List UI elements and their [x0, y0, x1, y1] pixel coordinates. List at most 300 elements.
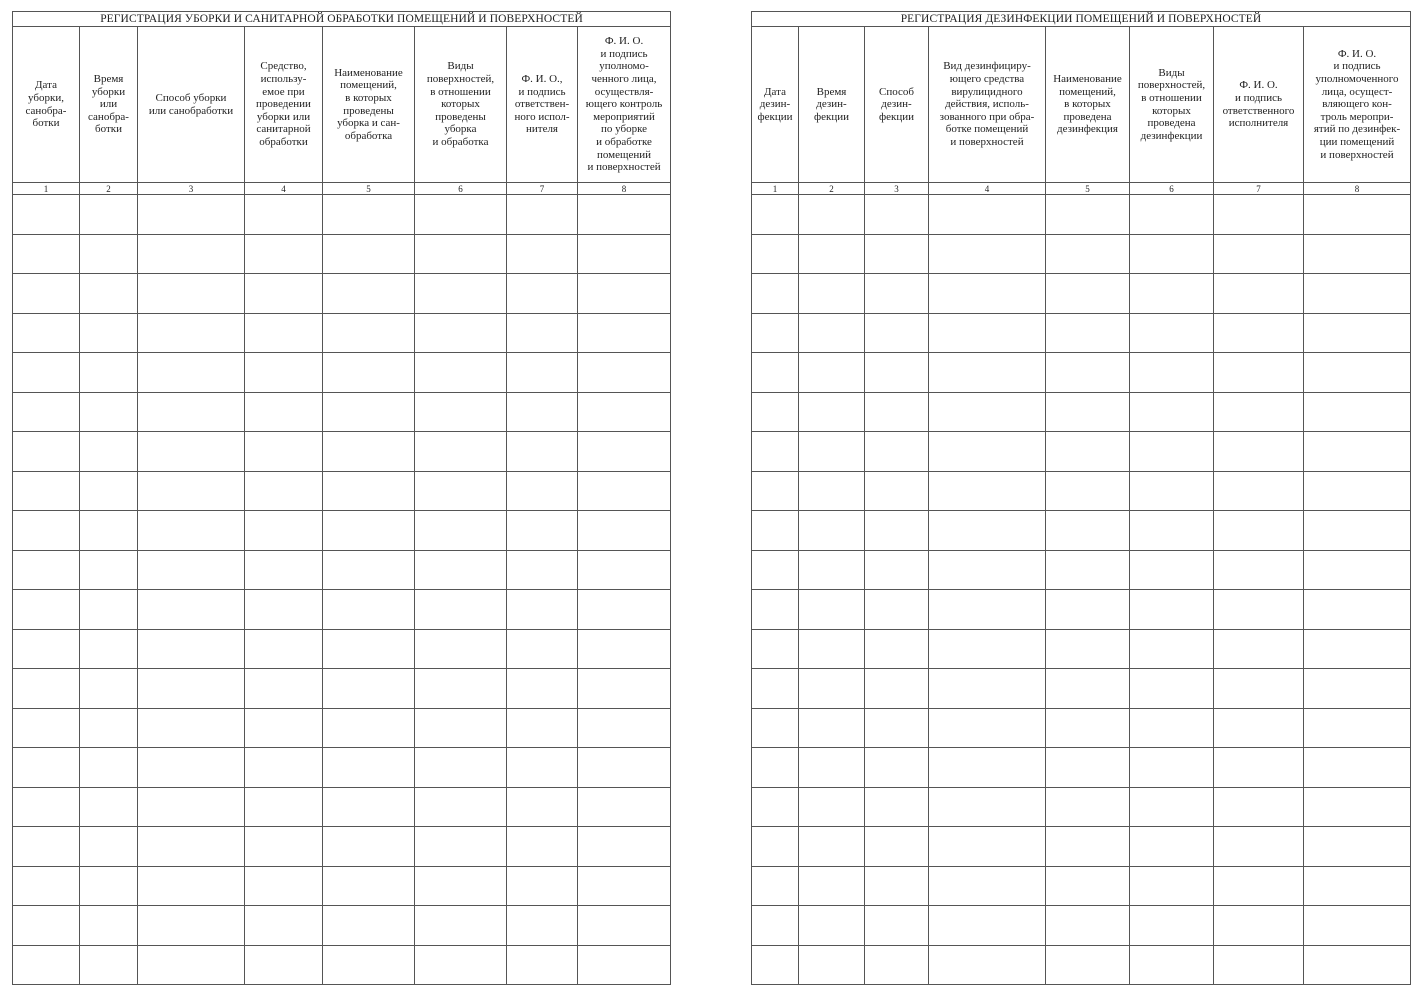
entry-cell[interactable] [1130, 274, 1214, 314]
entry-cell[interactable] [80, 195, 138, 235]
entry-cell[interactable] [323, 274, 415, 314]
entry-cell[interactable] [415, 353, 507, 393]
entry-cell[interactable] [1214, 748, 1304, 788]
entry-cell[interactable] [415, 550, 507, 590]
entry-cell[interactable] [245, 866, 323, 906]
entry-cell[interactable] [865, 590, 929, 630]
entry-cell[interactable] [578, 511, 671, 551]
entry-cell[interactable] [1214, 392, 1304, 432]
entry-cell[interactable] [1130, 629, 1214, 669]
entry-cell[interactable] [1214, 550, 1304, 590]
entry-cell[interactable] [1130, 748, 1214, 788]
entry-cell[interactable] [1046, 945, 1130, 985]
entry-cell[interactable] [752, 827, 799, 867]
entry-cell[interactable] [13, 392, 80, 432]
entry-cell[interactable] [80, 748, 138, 788]
entry-cell[interactable] [507, 906, 578, 946]
entry-cell[interactable] [1046, 471, 1130, 511]
entry-cell[interactable] [578, 827, 671, 867]
entry-cell[interactable] [245, 511, 323, 551]
entry-cell[interactable] [1130, 708, 1214, 748]
entry-cell[interactable] [80, 629, 138, 669]
entry-cell[interactable] [138, 511, 245, 551]
entry-cell[interactable] [245, 748, 323, 788]
entry-cell[interactable] [507, 827, 578, 867]
entry-cell[interactable] [1214, 313, 1304, 353]
entry-cell[interactable] [799, 866, 865, 906]
entry-cell[interactable] [507, 787, 578, 827]
entry-cell[interactable] [138, 471, 245, 511]
entry-cell[interactable] [415, 590, 507, 630]
entry-cell[interactable] [1046, 708, 1130, 748]
entry-cell[interactable] [1130, 471, 1214, 511]
entry-cell[interactable] [507, 432, 578, 472]
entry-cell[interactable] [245, 353, 323, 393]
entry-cell[interactable] [799, 827, 865, 867]
entry-cell[interactable] [415, 274, 507, 314]
entry-cell[interactable] [138, 748, 245, 788]
entry-cell[interactable] [1130, 511, 1214, 551]
entry-cell[interactable] [138, 195, 245, 235]
entry-cell[interactable] [245, 945, 323, 985]
entry-cell[interactable] [929, 432, 1046, 472]
entry-cell[interactable] [13, 550, 80, 590]
entry-cell[interactable] [13, 511, 80, 551]
entry-cell[interactable] [1046, 629, 1130, 669]
entry-cell[interactable] [1046, 392, 1130, 432]
entry-cell[interactable] [507, 590, 578, 630]
entry-cell[interactable] [1130, 313, 1214, 353]
entry-cell[interactable] [507, 629, 578, 669]
entry-cell[interactable] [80, 590, 138, 630]
entry-cell[interactable] [1304, 629, 1411, 669]
entry-cell[interactable] [1046, 353, 1130, 393]
entry-cell[interactable] [578, 313, 671, 353]
entry-cell[interactable] [865, 629, 929, 669]
entry-cell[interactable] [752, 748, 799, 788]
entry-cell[interactable] [578, 669, 671, 709]
entry-cell[interactable] [578, 748, 671, 788]
entry-cell[interactable] [929, 392, 1046, 432]
entry-cell[interactable] [1046, 313, 1130, 353]
entry-cell[interactable] [1214, 471, 1304, 511]
entry-cell[interactable] [507, 669, 578, 709]
entry-cell[interactable] [80, 906, 138, 946]
entry-cell[interactable] [13, 629, 80, 669]
entry-cell[interactable] [138, 866, 245, 906]
entry-cell[interactable] [799, 550, 865, 590]
entry-cell[interactable] [415, 866, 507, 906]
entry-cell[interactable] [1214, 866, 1304, 906]
entry-cell[interactable] [138, 827, 245, 867]
entry-cell[interactable] [415, 945, 507, 985]
entry-cell[interactable] [245, 313, 323, 353]
entry-cell[interactable] [415, 511, 507, 551]
entry-cell[interactable] [80, 392, 138, 432]
entry-cell[interactable] [138, 787, 245, 827]
entry-cell[interactable] [752, 550, 799, 590]
entry-cell[interactable] [1130, 432, 1214, 472]
entry-cell[interactable] [507, 748, 578, 788]
entry-cell[interactable] [929, 234, 1046, 274]
entry-cell[interactable] [799, 906, 865, 946]
entry-cell[interactable] [80, 432, 138, 472]
entry-cell[interactable] [415, 234, 507, 274]
entry-cell[interactable] [323, 827, 415, 867]
entry-cell[interactable] [507, 392, 578, 432]
entry-cell[interactable] [578, 353, 671, 393]
entry-cell[interactable] [578, 274, 671, 314]
entry-cell[interactable] [80, 471, 138, 511]
entry-cell[interactable] [929, 748, 1046, 788]
entry-cell[interactable] [799, 471, 865, 511]
entry-cell[interactable] [929, 313, 1046, 353]
entry-cell[interactable] [80, 234, 138, 274]
entry-cell[interactable] [865, 353, 929, 393]
entry-cell[interactable] [1214, 195, 1304, 235]
entry-cell[interactable] [138, 629, 245, 669]
entry-cell[interactable] [865, 827, 929, 867]
entry-cell[interactable] [578, 945, 671, 985]
entry-cell[interactable] [799, 511, 865, 551]
entry-cell[interactable] [1130, 392, 1214, 432]
entry-cell[interactable] [323, 353, 415, 393]
entry-cell[interactable] [1304, 748, 1411, 788]
entry-cell[interactable] [799, 392, 865, 432]
entry-cell[interactable] [13, 313, 80, 353]
entry-cell[interactable] [929, 906, 1046, 946]
entry-cell[interactable] [13, 906, 80, 946]
entry-cell[interactable] [799, 708, 865, 748]
entry-cell[interactable] [1214, 906, 1304, 946]
entry-cell[interactable] [929, 787, 1046, 827]
entry-cell[interactable] [1304, 669, 1411, 709]
entry-cell[interactable] [929, 195, 1046, 235]
entry-cell[interactable] [1304, 550, 1411, 590]
entry-cell[interactable] [929, 629, 1046, 669]
entry-cell[interactable] [245, 550, 323, 590]
entry-cell[interactable] [752, 353, 799, 393]
entry-cell[interactable] [323, 748, 415, 788]
entry-cell[interactable] [138, 392, 245, 432]
entry-cell[interactable] [1214, 708, 1304, 748]
entry-cell[interactable] [80, 866, 138, 906]
entry-cell[interactable] [865, 787, 929, 827]
entry-cell[interactable] [245, 432, 323, 472]
entry-cell[interactable] [1130, 906, 1214, 946]
entry-cell[interactable] [415, 669, 507, 709]
entry-cell[interactable] [865, 195, 929, 235]
entry-cell[interactable] [865, 392, 929, 432]
entry-cell[interactable] [13, 787, 80, 827]
entry-cell[interactable] [929, 590, 1046, 630]
entry-cell[interactable] [1130, 550, 1214, 590]
entry-cell[interactable] [13, 195, 80, 235]
entry-cell[interactable] [865, 313, 929, 353]
entry-cell[interactable] [799, 353, 865, 393]
entry-cell[interactable] [13, 234, 80, 274]
entry-cell[interactable] [865, 906, 929, 946]
entry-cell[interactable] [799, 669, 865, 709]
entry-cell[interactable] [323, 866, 415, 906]
entry-cell[interactable] [865, 945, 929, 985]
entry-cell[interactable] [80, 313, 138, 353]
entry-cell[interactable] [323, 471, 415, 511]
entry-cell[interactable] [1304, 945, 1411, 985]
entry-cell[interactable] [323, 195, 415, 235]
entry-cell[interactable] [929, 708, 1046, 748]
entry-cell[interactable] [415, 432, 507, 472]
entry-cell[interactable] [1214, 787, 1304, 827]
entry-cell[interactable] [1214, 827, 1304, 867]
entry-cell[interactable] [323, 669, 415, 709]
entry-cell[interactable] [1130, 669, 1214, 709]
entry-cell[interactable] [245, 195, 323, 235]
entry-cell[interactable] [929, 827, 1046, 867]
entry-cell[interactable] [752, 432, 799, 472]
entry-cell[interactable] [507, 866, 578, 906]
entry-cell[interactable] [138, 708, 245, 748]
entry-cell[interactable] [245, 392, 323, 432]
entry-cell[interactable] [415, 827, 507, 867]
entry-cell[interactable] [245, 629, 323, 669]
entry-cell[interactable] [799, 234, 865, 274]
entry-cell[interactable] [13, 945, 80, 985]
entry-cell[interactable] [415, 195, 507, 235]
entry-cell[interactable] [245, 906, 323, 946]
entry-cell[interactable] [415, 471, 507, 511]
entry-cell[interactable] [929, 353, 1046, 393]
entry-cell[interactable] [1214, 234, 1304, 274]
entry-cell[interactable] [1130, 787, 1214, 827]
entry-cell[interactable] [578, 906, 671, 946]
entry-cell[interactable] [1214, 353, 1304, 393]
entry-cell[interactable] [1214, 432, 1304, 472]
entry-cell[interactable] [1130, 353, 1214, 393]
entry-cell[interactable] [1214, 590, 1304, 630]
entry-cell[interactable] [799, 787, 865, 827]
entry-cell[interactable] [1304, 432, 1411, 472]
entry-cell[interactable] [138, 550, 245, 590]
entry-cell[interactable] [1214, 511, 1304, 551]
entry-cell[interactable] [1304, 708, 1411, 748]
entry-cell[interactable] [80, 669, 138, 709]
entry-cell[interactable] [1304, 590, 1411, 630]
entry-cell[interactable] [578, 550, 671, 590]
entry-cell[interactable] [929, 274, 1046, 314]
entry-cell[interactable] [323, 432, 415, 472]
entry-cell[interactable] [415, 708, 507, 748]
entry-cell[interactable] [245, 590, 323, 630]
entry-cell[interactable] [138, 945, 245, 985]
entry-cell[interactable] [13, 669, 80, 709]
entry-cell[interactable] [138, 274, 245, 314]
entry-cell[interactable] [80, 274, 138, 314]
entry-cell[interactable] [1304, 787, 1411, 827]
entry-cell[interactable] [1046, 234, 1130, 274]
entry-cell[interactable] [578, 787, 671, 827]
entry-cell[interactable] [1046, 748, 1130, 788]
entry-cell[interactable] [323, 234, 415, 274]
entry-cell[interactable] [1304, 353, 1411, 393]
entry-cell[interactable] [578, 471, 671, 511]
entry-cell[interactable] [752, 787, 799, 827]
entry-cell[interactable] [865, 550, 929, 590]
entry-cell[interactable] [578, 195, 671, 235]
entry-cell[interactable] [1304, 195, 1411, 235]
entry-cell[interactable] [80, 511, 138, 551]
entry-cell[interactable] [752, 669, 799, 709]
entry-cell[interactable] [799, 945, 865, 985]
entry-cell[interactable] [1130, 195, 1214, 235]
entry-cell[interactable] [1046, 787, 1130, 827]
entry-cell[interactable] [1214, 274, 1304, 314]
entry-cell[interactable] [13, 827, 80, 867]
entry-cell[interactable] [507, 313, 578, 353]
entry-cell[interactable] [323, 590, 415, 630]
entry-cell[interactable] [865, 708, 929, 748]
entry-cell[interactable] [1130, 866, 1214, 906]
entry-cell[interactable] [323, 708, 415, 748]
entry-cell[interactable] [752, 313, 799, 353]
entry-cell[interactable] [323, 787, 415, 827]
entry-cell[interactable] [13, 432, 80, 472]
entry-cell[interactable] [415, 392, 507, 432]
entry-cell[interactable] [415, 787, 507, 827]
entry-cell[interactable] [1046, 274, 1130, 314]
entry-cell[interactable] [415, 906, 507, 946]
entry-cell[interactable] [799, 432, 865, 472]
entry-cell[interactable] [80, 945, 138, 985]
entry-cell[interactable] [752, 392, 799, 432]
entry-cell[interactable] [80, 353, 138, 393]
entry-cell[interactable] [13, 748, 80, 788]
entry-cell[interactable] [1214, 669, 1304, 709]
entry-cell[interactable] [323, 945, 415, 985]
entry-cell[interactable] [752, 906, 799, 946]
entry-cell[interactable] [507, 945, 578, 985]
entry-cell[interactable] [865, 748, 929, 788]
entry-cell[interactable] [752, 945, 799, 985]
entry-cell[interactable] [1214, 629, 1304, 669]
entry-cell[interactable] [865, 471, 929, 511]
entry-cell[interactable] [1046, 550, 1130, 590]
entry-cell[interactable] [578, 708, 671, 748]
entry-cell[interactable] [13, 274, 80, 314]
entry-cell[interactable] [323, 906, 415, 946]
entry-cell[interactable] [245, 274, 323, 314]
entry-cell[interactable] [578, 590, 671, 630]
entry-cell[interactable] [138, 906, 245, 946]
entry-cell[interactable] [507, 234, 578, 274]
entry-cell[interactable] [1304, 511, 1411, 551]
entry-cell[interactable] [1304, 274, 1411, 314]
entry-cell[interactable] [1130, 827, 1214, 867]
entry-cell[interactable] [752, 471, 799, 511]
entry-cell[interactable] [13, 471, 80, 511]
entry-cell[interactable] [799, 313, 865, 353]
entry-cell[interactable] [507, 274, 578, 314]
entry-cell[interactable] [13, 353, 80, 393]
entry-cell[interactable] [323, 550, 415, 590]
entry-cell[interactable] [138, 432, 245, 472]
entry-cell[interactable] [507, 511, 578, 551]
entry-cell[interactable] [245, 787, 323, 827]
entry-cell[interactable] [80, 550, 138, 590]
entry-cell[interactable] [507, 550, 578, 590]
entry-cell[interactable] [929, 471, 1046, 511]
entry-cell[interactable] [578, 629, 671, 669]
entry-cell[interactable] [752, 195, 799, 235]
entry-cell[interactable] [138, 313, 245, 353]
entry-cell[interactable] [752, 234, 799, 274]
entry-cell[interactable] [799, 629, 865, 669]
entry-cell[interactable] [865, 432, 929, 472]
entry-cell[interactable] [1130, 590, 1214, 630]
entry-cell[interactable] [752, 708, 799, 748]
entry-cell[interactable] [138, 353, 245, 393]
entry-cell[interactable] [799, 274, 865, 314]
entry-cell[interactable] [245, 708, 323, 748]
entry-cell[interactable] [13, 590, 80, 630]
entry-cell[interactable] [323, 313, 415, 353]
entry-cell[interactable] [799, 195, 865, 235]
entry-cell[interactable] [415, 748, 507, 788]
entry-cell[interactable] [752, 629, 799, 669]
entry-cell[interactable] [1046, 195, 1130, 235]
entry-cell[interactable] [752, 274, 799, 314]
entry-cell[interactable] [13, 708, 80, 748]
entry-cell[interactable] [1046, 432, 1130, 472]
entry-cell[interactable] [138, 669, 245, 709]
entry-cell[interactable] [1304, 392, 1411, 432]
entry-cell[interactable] [865, 234, 929, 274]
entry-cell[interactable] [1214, 945, 1304, 985]
entry-cell[interactable] [578, 866, 671, 906]
entry-cell[interactable] [245, 669, 323, 709]
entry-cell[interactable] [80, 708, 138, 748]
entry-cell[interactable] [929, 945, 1046, 985]
entry-cell[interactable] [799, 748, 865, 788]
entry-cell[interactable] [80, 827, 138, 867]
entry-cell[interactable] [1304, 234, 1411, 274]
entry-cell[interactable] [1046, 511, 1130, 551]
entry-cell[interactable] [752, 590, 799, 630]
entry-cell[interactable] [1046, 827, 1130, 867]
entry-cell[interactable] [1304, 471, 1411, 511]
entry-cell[interactable] [929, 511, 1046, 551]
entry-cell[interactable] [1304, 827, 1411, 867]
entry-cell[interactable] [1130, 945, 1214, 985]
entry-cell[interactable] [865, 866, 929, 906]
entry-cell[interactable] [1046, 590, 1130, 630]
entry-cell[interactable] [752, 511, 799, 551]
entry-cell[interactable] [80, 787, 138, 827]
entry-cell[interactable] [245, 827, 323, 867]
entry-cell[interactable] [245, 234, 323, 274]
entry-cell[interactable] [415, 313, 507, 353]
entry-cell[interactable] [507, 471, 578, 511]
entry-cell[interactable] [865, 511, 929, 551]
entry-cell[interactable] [929, 669, 1046, 709]
entry-cell[interactable] [799, 590, 865, 630]
entry-cell[interactable] [507, 195, 578, 235]
entry-cell[interactable] [865, 274, 929, 314]
entry-cell[interactable] [578, 432, 671, 472]
entry-cell[interactable] [245, 471, 323, 511]
entry-cell[interactable] [323, 629, 415, 669]
entry-cell[interactable] [13, 866, 80, 906]
